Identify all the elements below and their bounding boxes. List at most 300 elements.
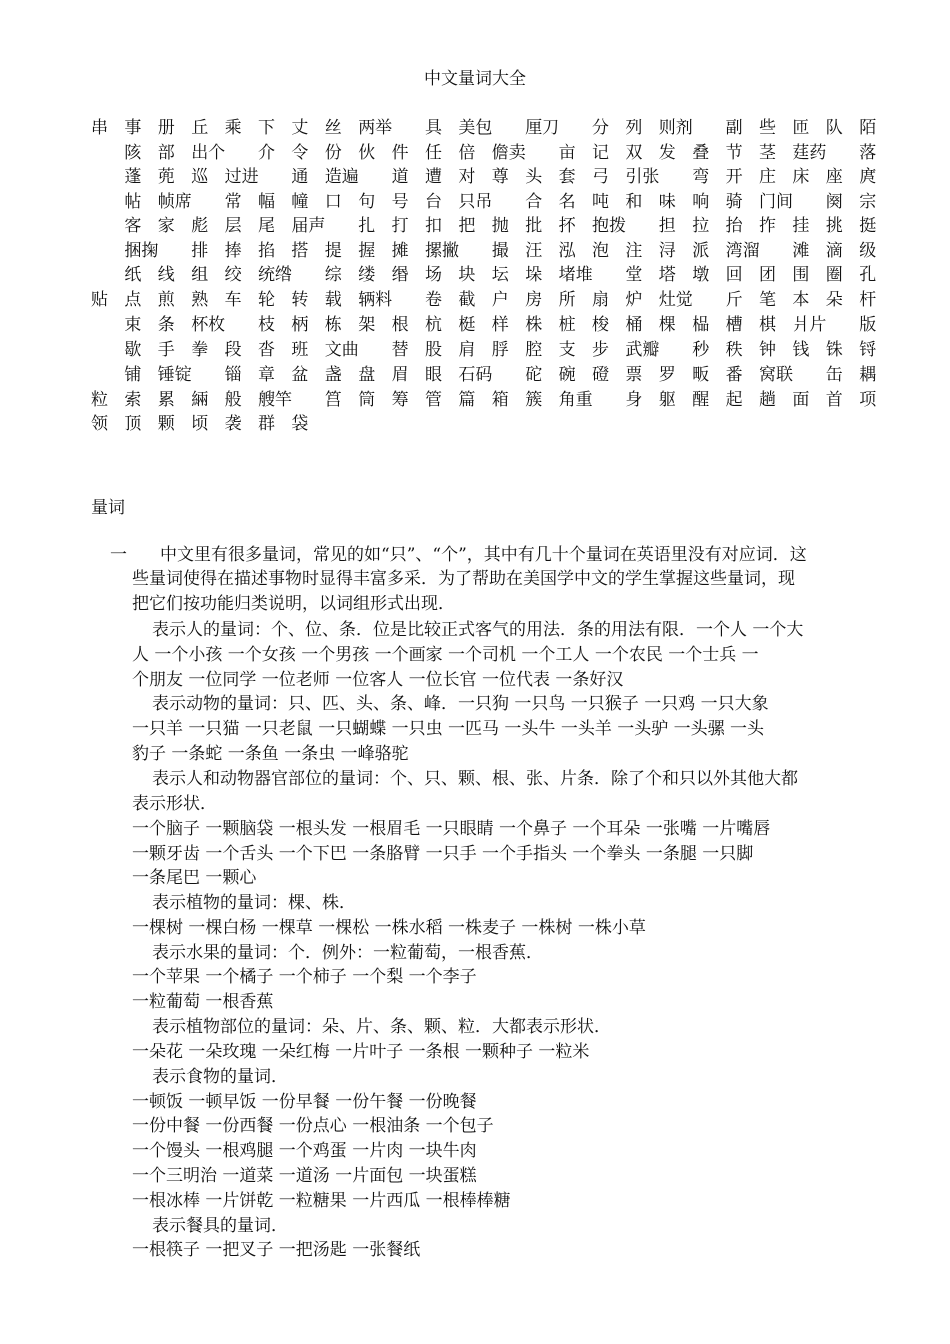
grid-row — [91, 264, 891, 286]
grid-row — [91, 339, 891, 361]
grid-cell: 墩 — [692, 265, 710, 285]
grid-cell: 派 — [692, 241, 710, 261]
grid-cell: 趟 — [759, 390, 776, 410]
text-line: 一颗牙齿 一个舌头 一个下巴 一条胳臂 一只手 一个手指头 一个拳头 一条腿 一只脚 — [132, 844, 754, 864]
text-line: 表示人的量词：个、位、条．位是比较正式客气的用法．条的用法有限．一个人 一个大 — [152, 620, 804, 640]
grid-cell: 累 — [157, 390, 175, 410]
grid-cell: 丝 — [324, 118, 342, 138]
grid-cell: 门间 — [759, 192, 793, 212]
grid-cell: 顶 — [124, 414, 142, 434]
grid-cell: 秒 — [692, 340, 710, 360]
grid-cell: 袭 — [224, 414, 242, 434]
grid-cell: 栋 — [324, 315, 342, 335]
grid-cell: 艘竿 — [258, 390, 292, 410]
grid-cell: 磴 — [592, 365, 609, 385]
grid-row — [91, 240, 891, 262]
grid-cell: 床 — [792, 167, 810, 187]
grid-cell: 座 — [825, 167, 843, 187]
grid-cell: 级 — [859, 241, 877, 261]
grid-cell: 脬 — [491, 340, 509, 360]
grid-cell: 章 — [258, 365, 275, 385]
text-line: 一条尾巴 一颗心 — [132, 868, 257, 888]
grid-cell: 提 — [324, 241, 342, 261]
grid-cell: 辆料 — [358, 290, 393, 310]
grid-cell: 棋 — [759, 315, 776, 335]
grid-cell: 砣 — [525, 365, 543, 385]
grid-cell: 锱 — [224, 365, 242, 385]
grid-cell: 扇 — [592, 290, 609, 310]
grid-cell: 句 — [358, 192, 376, 212]
grid-cell: 緉 — [191, 390, 209, 410]
grid-cell: 号 — [391, 192, 409, 212]
grid-cell: 点 — [124, 290, 142, 310]
grid-cell: 垛 — [525, 265, 543, 285]
grid-cell: 杭 — [425, 315, 442, 335]
grid-cell: 汪 — [525, 241, 543, 261]
grid-cell: 厘刀 — [525, 118, 560, 138]
grid-cell: 部 — [157, 143, 175, 163]
grid-cell: 样 — [491, 315, 509, 335]
grid-cell: 挺 — [859, 216, 877, 236]
text-line: 一个三明治 一道菜 一道汤 一片面包 一块蛋糕 — [132, 1166, 477, 1186]
grid-cell: 身 — [625, 390, 643, 410]
grid-cell: 石码 — [458, 365, 493, 385]
grid-cell: 弯 — [692, 167, 710, 187]
grid-cell: 块 — [458, 265, 476, 285]
grid-cell: 顷 — [191, 414, 209, 434]
grid-cell: 版 — [859, 315, 877, 335]
grid-cell: 名 — [558, 192, 576, 212]
grid-cell: 孔 — [859, 265, 877, 285]
grid-cell: 湾溜 — [725, 241, 760, 261]
grid-cell: 锊 — [859, 340, 877, 360]
grid-cell: 抔 — [558, 216, 576, 236]
grid-cell: 味 — [658, 192, 676, 212]
text-line: 表示人和动物器官部位的量词：个、只、颗、根、张、片条．除了个和只以外其他大都 — [152, 769, 798, 789]
grid-cell: 引张 — [625, 167, 660, 187]
grid-cell: 角重 — [558, 390, 593, 410]
grid-cell: 乘 — [224, 118, 242, 138]
grid-cell: 台 — [425, 192, 442, 212]
grid-cell: 造遍 — [324, 167, 359, 187]
grid-cell: 缗 — [391, 265, 409, 285]
grid-cell: 队 — [825, 118, 843, 138]
grid-cell: 陌 — [859, 118, 877, 138]
grid-cell: 幢 — [291, 192, 309, 212]
grid-cell: 纸 — [124, 265, 142, 285]
grid-cell: 文曲 — [324, 340, 359, 360]
grid-cell: 桶 — [625, 315, 643, 335]
grid-cell: 梃 — [458, 315, 476, 335]
grid-cell: 开 — [725, 167, 743, 187]
grid-cell: 综 — [324, 265, 342, 285]
grid-cell: 摞撇 — [425, 241, 459, 261]
grid-cell: 杆 — [859, 290, 877, 310]
grid-cell: 根 — [391, 315, 409, 335]
grid-cell: 记 — [592, 143, 609, 163]
text-line: 表示水果的量词：个．例外：一粒葡萄，一根香蕉． — [152, 943, 543, 963]
grid-row — [91, 215, 891, 237]
grid-cell: 通 — [291, 167, 309, 187]
grid-cell: 煎 — [157, 290, 175, 310]
section-heading: 量词 — [91, 498, 125, 518]
grid-cell: 介 — [258, 143, 275, 163]
grid-cell: 线 — [157, 265, 175, 285]
grid-cell: 统绺 — [258, 265, 292, 285]
grid-cell: 节 — [725, 143, 743, 163]
grid-cell: 钟 — [759, 340, 776, 360]
grid-cell: 双 — [625, 143, 643, 163]
text-line: 把它们按功能归类说明，以词组形式出现． — [132, 594, 455, 614]
text-line: 一个苹果 一个橘子 一个柿子 一个梨 一个李子 — [132, 967, 477, 987]
grid-cell: 份 — [324, 143, 342, 163]
grid-cell: 头 — [525, 167, 543, 187]
grid-cell: 口 — [324, 192, 342, 212]
grid-cell: 番 — [725, 365, 743, 385]
grid-cell: 遭 — [425, 167, 442, 187]
grid-cell: 回 — [725, 265, 743, 285]
grid-cell: 支 — [558, 340, 576, 360]
grid-cell: 箱 — [491, 390, 509, 410]
grid-cell: 贴 — [91, 290, 108, 310]
grid-cell: 束 — [124, 315, 142, 335]
grid-cell: 和 — [625, 192, 643, 212]
grid-cell: 斤 — [725, 290, 743, 310]
grid-row — [91, 142, 891, 164]
grid-cell: 塔 — [658, 265, 676, 285]
grid-cell: 则剂 — [658, 118, 693, 138]
grid-cell: 扣 — [425, 216, 442, 236]
grid-cell: 眼 — [425, 365, 442, 385]
grid-cell: 截 — [458, 290, 476, 310]
grid-cell: 管 — [425, 390, 442, 410]
grid-cell: 帖 — [124, 192, 142, 212]
grid-cell: 项 — [859, 390, 877, 410]
grid-cell: 醒 — [692, 390, 710, 410]
grid-cell: 步 — [592, 340, 609, 360]
grid-cell: 筹 — [391, 390, 409, 410]
grid-cell: 下 — [258, 118, 275, 138]
grid-cell: 般 — [224, 390, 242, 410]
grid-cell: 分 — [592, 118, 609, 138]
grid-cell: 层 — [224, 216, 242, 236]
grid-cell: 卷 — [425, 290, 442, 310]
grid-cell: 抬 — [725, 216, 743, 236]
grid-row — [91, 314, 891, 336]
text-line: 中文里有很多量词，常见的如“只”、“个”，其中有几十个量词在英语里没有对应词．这 — [160, 545, 807, 565]
grid-cell: 轮 — [258, 290, 275, 310]
grid-row — [91, 166, 891, 188]
grid-cell: 任 — [425, 143, 442, 163]
grid-cell: 沓 — [258, 340, 275, 360]
grid-cell: 宗 — [859, 192, 877, 212]
grid-cell: 批 — [525, 216, 543, 236]
grid-cell: 替 — [391, 340, 409, 360]
grid-row — [91, 289, 891, 311]
grid-cell: 美包 — [458, 118, 493, 138]
text-line: 一个脑子 一颗脑袋 一根头发 一根眉毛 一只眼睛 一个鼻子 一个耳朵 一张嘴 一片嘴唇 — [132, 819, 771, 839]
text-line: 一份中餐 一份西餐 一份点心 一根油条 一个包子 — [132, 1116, 494, 1136]
text-line: 人 一个小孩 一个女孩 一个男孩 一个画家 一个司机 一个工人 一个农民 一个士兵 一 — [132, 645, 759, 665]
grid-cell: 车 — [224, 290, 242, 310]
grid-cell: 拳 — [191, 340, 209, 360]
grid-cell: 匝 — [792, 118, 810, 138]
grid-cell: 捧 — [224, 241, 242, 261]
grid-cell: 撮 — [491, 241, 509, 261]
grid-cell: 庄 — [759, 167, 776, 187]
grid-cell: 户 — [491, 290, 509, 310]
grid-cell: 届声 — [291, 216, 326, 236]
grid-cell: 群 — [258, 414, 275, 434]
grid-cell: 蓬 — [124, 167, 142, 187]
text-line: 表示植物部位的量词：朵、片、条、颗、粒．大都表示形状． — [152, 1017, 611, 1037]
grid-cell: 扎 — [358, 216, 376, 236]
grid-cell: 道 — [391, 167, 409, 187]
grid-cell: 筒 — [358, 390, 376, 410]
grid-cell: 摊 — [391, 241, 409, 261]
grid-cell: 爿片 — [792, 315, 827, 335]
grid-cell: 钱 — [792, 340, 810, 360]
grid-cell: 只吊 — [458, 192, 493, 212]
grid-cell: 面 — [792, 390, 810, 410]
grid-cell: 手 — [157, 340, 175, 360]
grid-cell: 秩 — [725, 340, 743, 360]
grid-cell: 事 — [124, 118, 142, 138]
grid-cell: 畈 — [692, 365, 710, 385]
grid-cell: 条 — [157, 315, 175, 335]
grid-cell: 茎 — [759, 143, 776, 163]
grid-cell: 蔸 — [157, 167, 175, 187]
grid-cell: 串 — [91, 118, 108, 138]
grid-cell: 叠 — [692, 143, 710, 163]
grid-cell: 袋 — [291, 414, 309, 434]
grid-cell: 转 — [291, 290, 309, 310]
grid-cell: 阕 — [825, 192, 843, 212]
grid-cell: 股 — [425, 340, 442, 360]
grid-cell: 炉 — [625, 290, 643, 310]
text-line: 一根冰棒 一片饼乾 一粒糖果 一片西瓜 一根棒棒糖 — [132, 1191, 511, 1211]
grid-cell: 碗 — [558, 365, 576, 385]
grid-cell: 载 — [324, 290, 342, 310]
grid-cell: 坛 — [491, 265, 509, 285]
grid-cell: 榀 — [692, 315, 710, 335]
grid-cell: 幅 — [258, 192, 275, 212]
grid-cell: 落 — [859, 143, 877, 163]
grid-cell: 客 — [124, 216, 142, 236]
grid-cell: 房 — [525, 290, 543, 310]
grid-cell: 班 — [291, 340, 309, 360]
grid-cell: 粒 — [91, 390, 108, 410]
grid-cell: 梭 — [592, 315, 609, 335]
grid-cell: 丈 — [291, 118, 309, 138]
grid-cell: 册 — [157, 118, 175, 138]
document-title: 中文量词大全 — [424, 69, 526, 89]
grid-cell: 肩 — [458, 340, 476, 360]
grid-cell: 合 — [525, 192, 543, 212]
grid-cell: 颗 — [157, 414, 175, 434]
grid-cell: 莛药 — [792, 143, 827, 163]
grid-cell: 吨 — [592, 192, 609, 212]
grid-cell: 簇 — [525, 390, 543, 410]
grid-cell: 打 — [391, 216, 409, 236]
grid-cell: 架 — [358, 315, 376, 335]
grid-cell: 盆 — [291, 365, 309, 385]
grid-cell: 儋卖 — [491, 143, 526, 163]
grid-cell: 围 — [792, 265, 810, 285]
grid-cell: 株 — [525, 315, 543, 335]
grid-cell: 组 — [191, 265, 209, 285]
grid-cell: 把 — [458, 216, 476, 236]
grid-cell: 常 — [224, 192, 242, 212]
grid-cell: 起 — [725, 390, 743, 410]
grid-cell: 所 — [558, 290, 576, 310]
grid-cell: 棵 — [658, 315, 676, 335]
grid-cell: 熟 — [191, 290, 209, 310]
grid-row — [91, 413, 891, 435]
grid-cell: 浔 — [658, 241, 676, 261]
grid-cell: 杯枚 — [191, 315, 226, 335]
grid-cell: 副 — [725, 118, 743, 138]
grid-cell: 首 — [825, 390, 843, 410]
grid-row — [91, 117, 891, 139]
text-line: 一个馒头 一根鸡腿 一个鸡蛋 一片肉 一块牛肉 — [132, 1141, 477, 1161]
grid-cell: 搭 — [291, 241, 309, 261]
grid-cell: 挑 — [825, 216, 843, 236]
grid-cell: 窝联 — [759, 365, 793, 385]
text-line: 一顿饭 一顿早饭 一份早餐 一份午餐 一份晚餐 — [132, 1092, 477, 1112]
grid-cell: 槽 — [725, 315, 743, 335]
grid-row — [91, 389, 891, 411]
grid-cell: 滩 — [792, 241, 810, 261]
text-line: 个朋友 一位同学 一位老师 一位客人 一位长官 一位代表 一条好汉 — [132, 670, 624, 690]
grid-cell: 发 — [658, 143, 676, 163]
grid-cell: 武瓣 — [625, 340, 660, 360]
grid-cell: 段 — [224, 340, 242, 360]
grid-row — [91, 191, 891, 213]
text-line: 表示食物的量词． — [152, 1067, 288, 1087]
grid-cell: 捆掬 — [124, 241, 159, 261]
grid-cell: 巡 — [191, 167, 209, 187]
grid-cell: 躯 — [658, 390, 676, 410]
grid-cell: 彪 — [191, 216, 209, 236]
grid-cell: 盘 — [358, 365, 376, 385]
text-line: 表示餐具的量词． — [152, 1216, 288, 1236]
grid-cell: 柄 — [291, 315, 309, 335]
text-line: 表示动物的量词：只、匹、头、条、峰．一只狗 一只鸟 一只猴子 一只鸡 一只大象 — [152, 694, 769, 714]
grid-cell: 出个 — [191, 143, 226, 163]
grid-cell: 领 — [91, 414, 108, 434]
section-number: 一 — [110, 545, 127, 565]
grid-cell: 盏 — [324, 365, 342, 385]
grid-cell: 腔 — [525, 340, 543, 360]
grid-cell: 响 — [692, 192, 710, 212]
grid-cell: 笔 — [759, 290, 776, 310]
grid-cell: 灶觉 — [658, 290, 693, 310]
grid-cell: 套 — [558, 167, 576, 187]
text-line: 表示形状． — [132, 794, 217, 814]
grid-cell: 排 — [191, 241, 209, 261]
grid-cell: 歇 — [124, 340, 142, 360]
text-line: 豹子 一条蛇 一条鱼 一条虫 一峰骆驼 — [132, 744, 409, 764]
grid-cell: 绞 — [224, 265, 242, 285]
grid-cell: 弓 — [592, 167, 609, 187]
grid-cell: 缶 — [825, 365, 843, 385]
grid-cell: 帧席 — [157, 192, 192, 212]
grid-cell: 尊 — [491, 167, 509, 187]
grid-cell: 家 — [157, 216, 175, 236]
grid-cell: 两举 — [358, 118, 393, 138]
grid-cell: 团 — [759, 265, 776, 285]
grid-cell: 票 — [625, 365, 643, 385]
grid-cell: 挂 — [792, 216, 810, 236]
grid-cell: 些 — [759, 118, 776, 138]
text-line: 表示植物的量词：棵、株． — [152, 893, 356, 913]
grid-cell: 铢 — [825, 340, 843, 360]
grid-cell: 锤锭 — [157, 365, 192, 385]
grid-cell: 桩 — [558, 315, 576, 335]
grid-cell: 拃 — [759, 216, 776, 236]
grid-cell: 抱拨 — [592, 216, 626, 236]
grid-cell: 庹 — [859, 167, 877, 187]
grid-cell: 筥 — [324, 390, 342, 410]
grid-cell: 泓 — [558, 241, 576, 261]
text-line: 一只羊 一只猫 一只老鼠 一只蝴蝶 一只虫 一匹马 一头牛 一头羊 一头驴 一头骡 一头 — [132, 719, 765, 739]
grid-cell: 滴 — [825, 241, 843, 261]
text-line: 一根筷子 一把叉子 一把汤匙 一张餐纸 — [132, 1240, 421, 1260]
grid-cell: 握 — [358, 241, 376, 261]
grid-cell: 令 — [291, 143, 309, 163]
grid-row — [91, 364, 891, 386]
text-line: 些量词使得在描述事物时显得丰富多采．为了帮助在美国学中文的学生掌握这些量词，现 — [132, 569, 795, 589]
grid-cell: 泡 — [592, 241, 609, 261]
grid-cell: 本 — [792, 290, 810, 310]
text-line: 一朵花 一朵玫瑰 一朵红梅 一片叶子 一条根 一颗种子 一粒米 — [132, 1042, 590, 1062]
grid-cell: 过进 — [224, 167, 259, 187]
grid-cell: 铺 — [124, 365, 142, 385]
grid-cell: 丘 — [191, 118, 209, 138]
text-line: 一棵树 一棵白杨 一棵草 一棵松 一株水稻 一株麦子 一株树 一株小草 — [132, 918, 646, 938]
grid-cell: 抛 — [491, 216, 509, 236]
grid-cell: 堂 — [625, 265, 643, 285]
grid-cell: 伙 — [358, 143, 376, 163]
grid-cell: 具 — [425, 118, 442, 138]
grid-cell: 场 — [425, 265, 442, 285]
grid-cell: 索 — [124, 390, 142, 410]
grid-cell: 对 — [458, 167, 476, 187]
grid-cell: 骑 — [725, 192, 743, 212]
grid-cell: 陔 — [124, 143, 142, 163]
grid-cell: 眉 — [391, 365, 409, 385]
grid-cell: 拉 — [692, 216, 710, 236]
grid-cell: 堵堆 — [558, 265, 593, 285]
grid-cell: 列 — [625, 118, 643, 138]
grid-cell: 耦 — [859, 365, 877, 385]
grid-cell: 件 — [391, 143, 409, 163]
grid-cell: 亩 — [558, 143, 576, 163]
grid-cell: 缕 — [358, 265, 376, 285]
grid-cell: 倍 — [458, 143, 476, 163]
grid-cell: 圈 — [825, 265, 843, 285]
grid-cell: 枝 — [258, 315, 275, 335]
grid-cell: 尾 — [258, 216, 275, 236]
grid-cell: 注 — [625, 241, 643, 261]
grid-cell: 罗 — [658, 365, 676, 385]
grid-cell: 掐 — [258, 241, 275, 261]
grid-cell: 朵 — [825, 290, 843, 310]
grid-cell: 担 — [658, 216, 676, 236]
text-line: 一粒葡萄 一根香蕉 — [132, 992, 274, 1012]
grid-cell: 篇 — [458, 390, 476, 410]
